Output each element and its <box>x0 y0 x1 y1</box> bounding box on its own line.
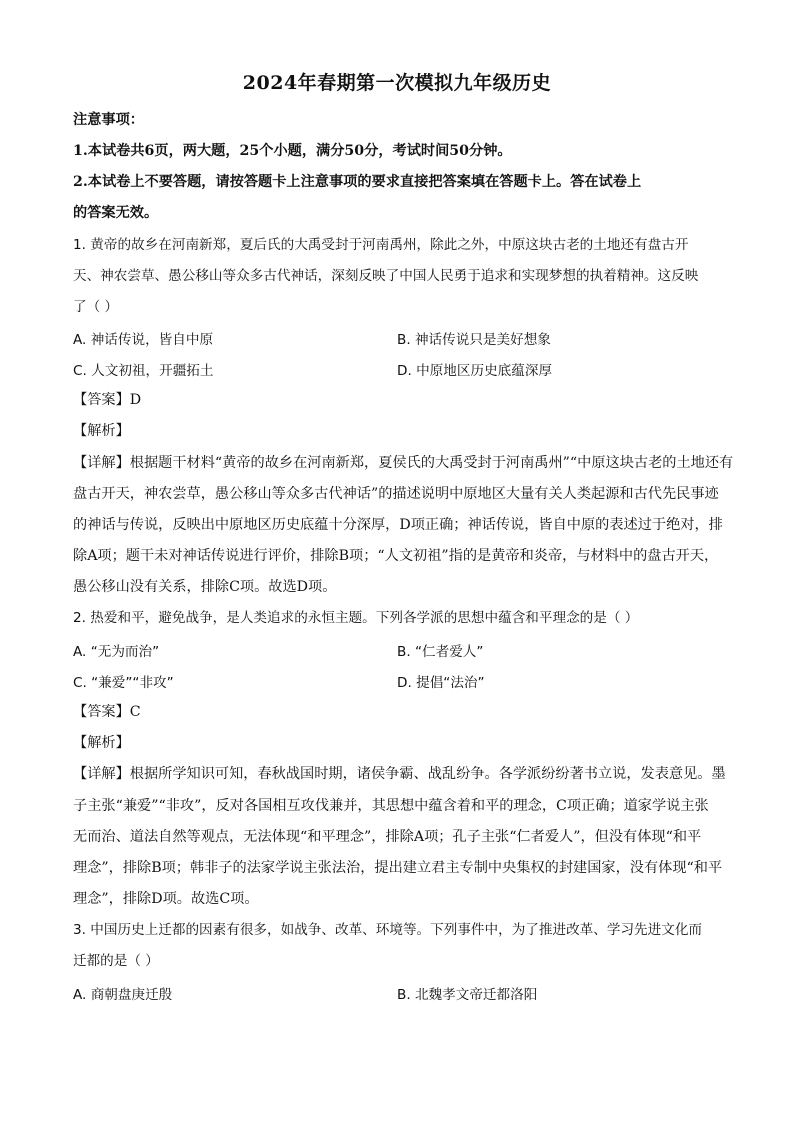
q1-detail-line-1: 【详解】根据题干材料“黄帝的故乡在河南新郑，夏侯氏的大禹受封于河南禹州”“中原这块古老的土地还有 <box>73 455 734 471</box>
notice-item-1: 1.本试卷共6页，两大题，25个小题，满分50分，考试时间50分钟。 <box>73 143 512 159</box>
q2-detail-line-2: 子主张“兼爱”“非攻”，反对各国相互攻伐兼并，其思想中蕴含着和平的理念，C项正确；道家学说主张 <box>73 798 709 814</box>
q1-stem-line-1: 1. 黄帝的故乡在河南新郑，夏后氏的大禹受封于河南禹州，除此之外，中原这块古老的土地还有盘古开 <box>73 237 689 253</box>
notice-heading: 注意事项： <box>73 112 144 128</box>
q1-option-c: C. 人文初祖，开疆拓土 <box>73 363 214 379</box>
q1-stem-line-2: 天、神农尝草、愚公移山等众多古代神话，深刻反映了中国人民勇于追求和实现梦想的执着精神。这反映 <box>73 268 699 284</box>
q1-option-a: A. 神话传说，皆自中原 <box>73 332 214 348</box>
q1-stem-line-3: 了（ ） <box>73 299 119 315</box>
q3-option-a: A. 商朝盘庚迁殷 <box>73 987 173 1003</box>
q1-option-b: B. 神话传说只是美好想象 <box>397 332 551 348</box>
q1-detail-line-5: 愚公移山没有关系，排除C项。故选D项。 <box>73 579 337 595</box>
q1-analysis-label: 【解析】 <box>73 423 130 439</box>
page-title: 2024年春期第一次模拟九年级历史 <box>242 72 552 94</box>
q2-option-d: D. 提倡“法治” <box>397 675 485 691</box>
q3-option-b: B. 北魏孝文帝迁都洛阳 <box>397 987 538 1003</box>
q2-option-c: C. “兼爱”“非攻” <box>73 675 174 691</box>
q1-detail-line-2: 盘古开天，神农尝草，愚公移山等众多古代神话”的描述说明中原地区大量有关人类起源和古代先民事迹 <box>73 486 719 502</box>
notice-item-2-line-1: 2.本试卷上不要答题，请按答题卡上注意事项的要求直接把答案填在答题卡上。答在试卷上 <box>73 174 642 190</box>
q2-option-a: A. “无为而治” <box>73 644 160 660</box>
q2-analysis-label: 【解析】 <box>73 735 130 751</box>
q3-stem-line-2: 迁都的是（ ） <box>73 953 159 969</box>
q1-detail-line-3: 的神话与传说，反映出中原地区历史底蕴十分深厚，D项正确；神话传说，皆自中原的表述过于绝对，排 <box>73 517 723 533</box>
q2-detail-line-5: 理念”，排除D项。故选C项。 <box>73 891 259 907</box>
q1-detail-line-4: 除A项；题干未对神话传说进行评价，排除B项；“人文初祖”指的是黄帝和炎帝，与材料中的盘古开天， <box>73 548 719 564</box>
q3-stem-line-1: 3. 中国历史上迁都的因素有很多，如战争、改革、环境等。下列事件中，为了推进改革、学习先进文化而 <box>73 922 703 938</box>
q2-option-b: B. “仁者爱人” <box>397 644 484 660</box>
q2-detail-line-4: 理念”，排除B项；韩非子的法家学说主张法治，提出建立君主专制中央集权的封建国家，没有体现“和平 <box>73 860 723 876</box>
q1-option-d: D. 中原地区历史底蕴深厚 <box>397 363 553 379</box>
q2-detail-line-3: 无而治、道法自然等观点，无法体现“和平理念”，排除A项；孔子主张“仁者爱人”，但没有体现“和平 <box>73 829 702 845</box>
q2-answer: 【答案】C <box>73 704 141 720</box>
q2-detail-line-1: 【详解】根据所学知识可知，春秋战国时期，诸侯争霸、战乱纷争。各学派纷纷著书立说，发表意见。墨 <box>73 766 726 782</box>
q1-answer: 【答案】D <box>73 392 142 408</box>
notice-item-2-line-2: 的答案无效。 <box>73 205 159 221</box>
q2-stem-line-1: 2. 热爱和平，避免战争，是人类追求的永恒主题。下列各学派的思想中蕴含和平理念的是（ ） <box>73 610 639 626</box>
